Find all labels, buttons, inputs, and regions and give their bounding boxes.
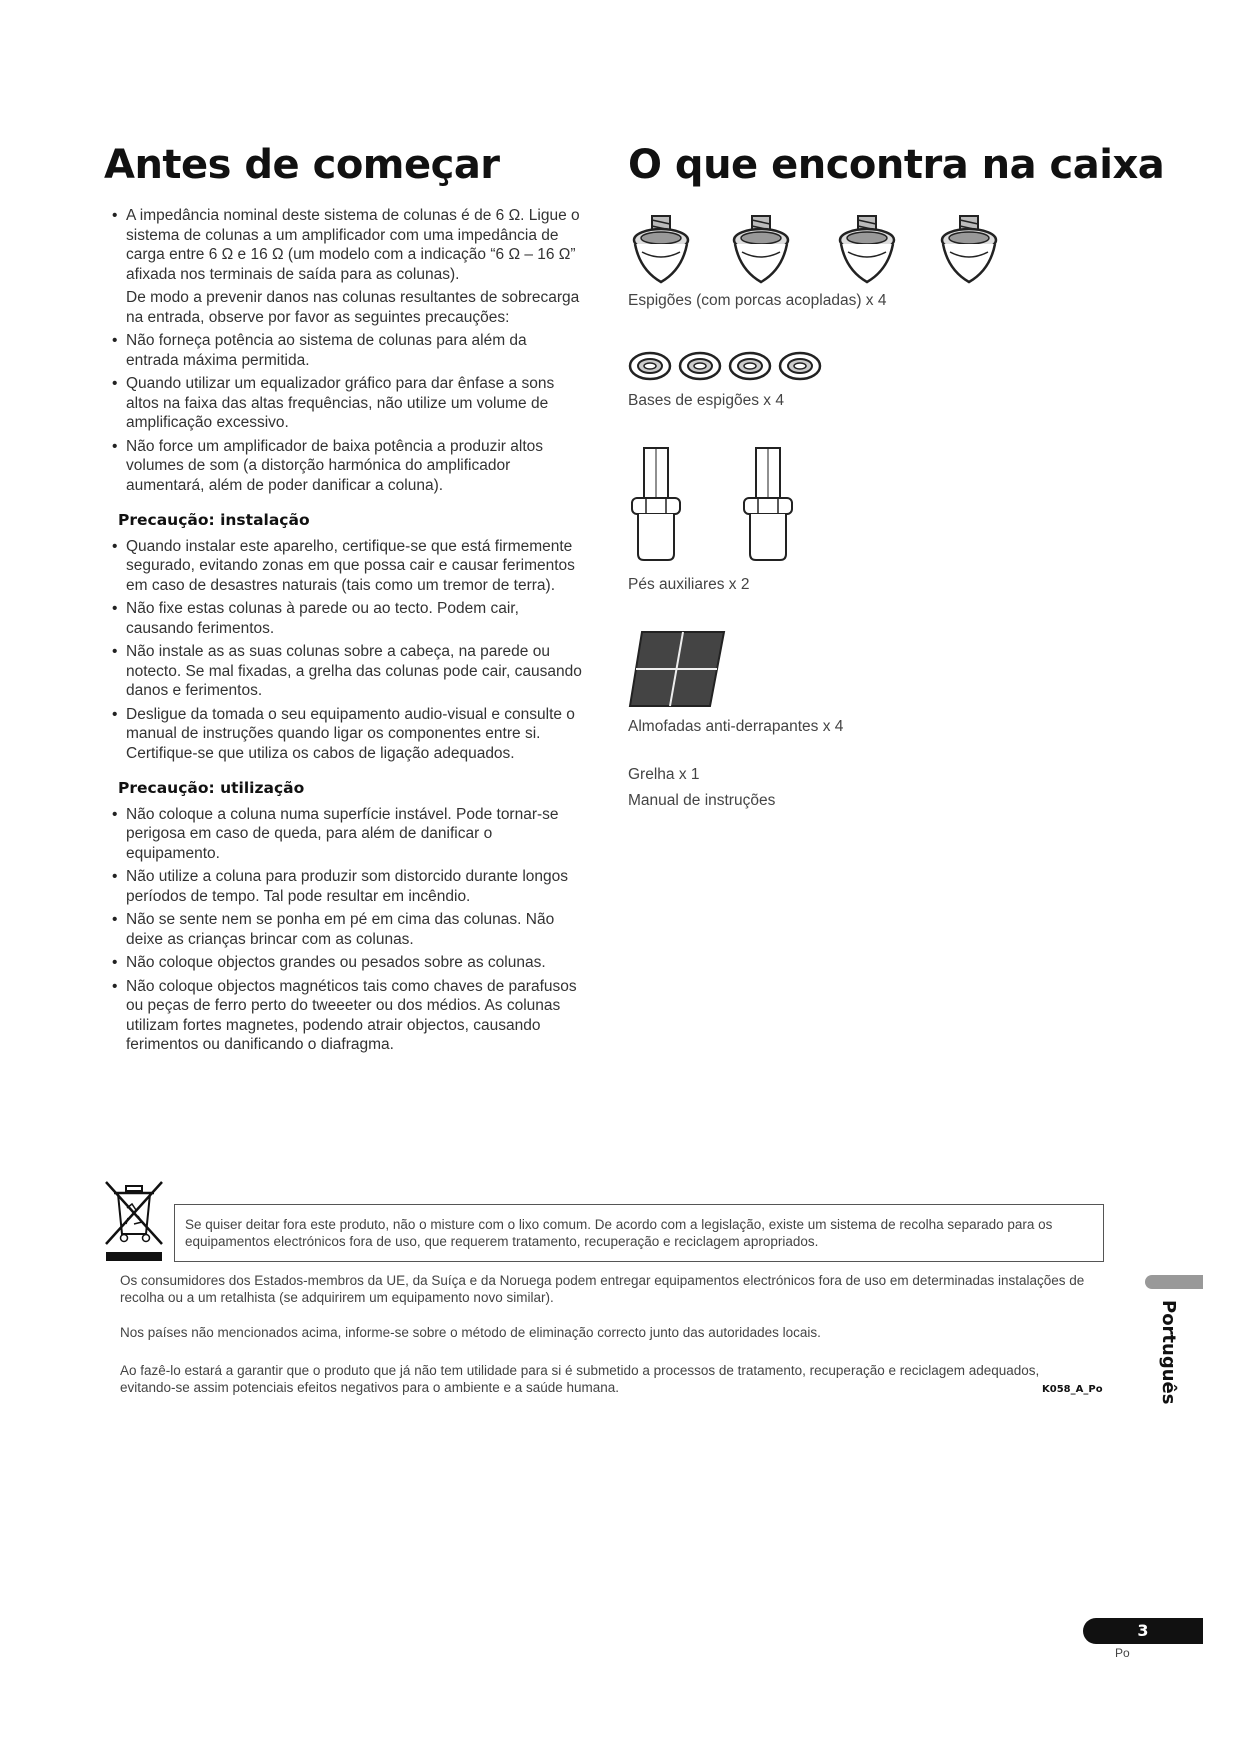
intro-list (112, 206, 582, 284)
page-language-code: Po (1115, 1646, 1130, 1660)
pads-caption: Almofadas anti-derrapantes x 4 (628, 718, 844, 735)
intro-paragraph: De modo a prevenir danos nas colunas resultantes de sobrecarga na entrada, observe por favor as seguintes precauções: (126, 289, 580, 326)
recycle-paragraph-2: Nos países não mencionados acima, informe-se sobre o método de eliminação correcto junto das autoridades locais. (120, 1325, 821, 1340)
list-item: • Não utilize a coluna para produzir som distorcido durante longos períodos de tempo. Tal pode resultar em incêndio. (112, 867, 582, 906)
use-heading: Precaução: utilização (118, 779, 305, 797)
grille-caption: Grelha x 1 (628, 766, 700, 783)
spikes-illustration (628, 210, 1008, 290)
left-title: Antes de começar (104, 142, 500, 188)
manual-caption: Manual de instruções (628, 792, 776, 809)
aux-feet-illustration (626, 446, 826, 566)
install-list (112, 537, 582, 764)
right-title: O que encontra na caixa (628, 142, 1165, 188)
list-item: • Não coloque objectos magnéticos tais como chaves de parafusos ou peças de ferro perto do tweeeter ou dos médios. As colunas utilizam fortes magnetes, podendo atrair objectos, causando ferimentos ou danificando o diafragma. (112, 977, 582, 1055)
intro-bullet: • A impedância nominal deste sistema de colunas é de 6 Ω. Ligue o sistema de colunas a um amplificador com uma impedância de carga entre 6 Ω e 16 Ω (um modelo com a indicação “6 Ω – 16 Ω” afixada nos terminais de saída para as colunas). (112, 206, 582, 284)
list-item: • Não forneça potência ao sistema de colunas para além da entrada máxima permitida. (112, 331, 582, 370)
recycle-paragraph-1: Os consumidores dos Estados-membros da UE, da Suíça e da Noruega podem entregar equipamentos electrónicos fora de uso em determinadas instalações de recolha ou a um retalhista (se adquirirem um equipamento novo similar). (120, 1273, 1085, 1305)
pads-illustration (628, 630, 728, 710)
aux-feet-caption: Pés auxiliares x 2 (628, 576, 750, 593)
list-item: • Quando utilizar um equalizador gráfico para dar ênfase a sons altos na faixa das altas frequências, não utilize um volume de amplificação excessivo. (112, 374, 582, 433)
spikes-caption: Espigões (com porcas acopladas) x 4 (628, 292, 887, 309)
list-item: • Não se sente nem se ponha em pé em cima das colunas. Não deixe as crianças brincar com as colunas. (112, 910, 582, 949)
list-item: • Não force um amplificador de baixa potência a produzir altos volumes de som (a distorção harmónica do amplificador aumentará, além de poder danificar a coluna). (112, 437, 582, 496)
left-column-text (112, 206, 582, 1059)
list-item: • Desligue da tomada o seu equipamento audio-visual e consulte o manual de instruções quando ligar os componentes entre si. Certifique-se que utiliza os cabos de ligação adequados. (112, 705, 582, 764)
language-tab-label: Português (1158, 1300, 1179, 1405)
spike-bases-caption: Bases de espigões x 4 (628, 392, 784, 409)
spike-bases-illustration (628, 348, 828, 388)
use-list (112, 805, 582, 1055)
recycle-paragraph-3: Ao fazê-lo estará a garantir que o produto que já não tem utilidade para si é submetido a processos de tratamento, recuperação e reciclagem adequados, evitando-se assim potenciais efeitos negativos para o ambiente e a saúde humana. (120, 1363, 1040, 1395)
language-tab-bar (1145, 1275, 1203, 1289)
list-item: • Não instale as as suas colunas sobre a cabeça, na parede ou notecto. Se mal fixadas, a grelha das colunas pode cair, causando danos e ferimentos. (112, 642, 582, 701)
list-item: • Não coloque objectos grandes ou pesados sobre as colunas. (112, 953, 582, 973)
list-item: • Não coloque a coluna numa superfície instável. Pode tornar-se perigosa em caso de queda, para além de danificar o equipamento. (112, 805, 582, 864)
install-heading: Precaução: instalação (118, 511, 310, 529)
recycle-notice-box: Se quiser deitar fora este produto, não o misture com o lixo comum. De acordo com a legislação, existe um sistema de recolha separado para os equipamentos electrónicos fora de uso, que requerem tratamento, recuperação e reciclagem apropriados. (174, 1204, 1104, 1262)
list-item: • Não fixe estas colunas à parede ou ao tecto. Podem cair, causando ferimentos. (112, 599, 582, 638)
document-code: K058_A_Po (1042, 1384, 1103, 1395)
precaution-list (112, 331, 582, 495)
weee-bin-icon (104, 1180, 168, 1262)
page-number: 3 (1083, 1618, 1203, 1644)
list-item: • Quando instalar este aparelho, certifique-se que está firmemente segurado, evitando zonas em que possa cair e causar ferimentos em caso de desastres naturais (tais como um tremor de terra). (112, 537, 582, 596)
